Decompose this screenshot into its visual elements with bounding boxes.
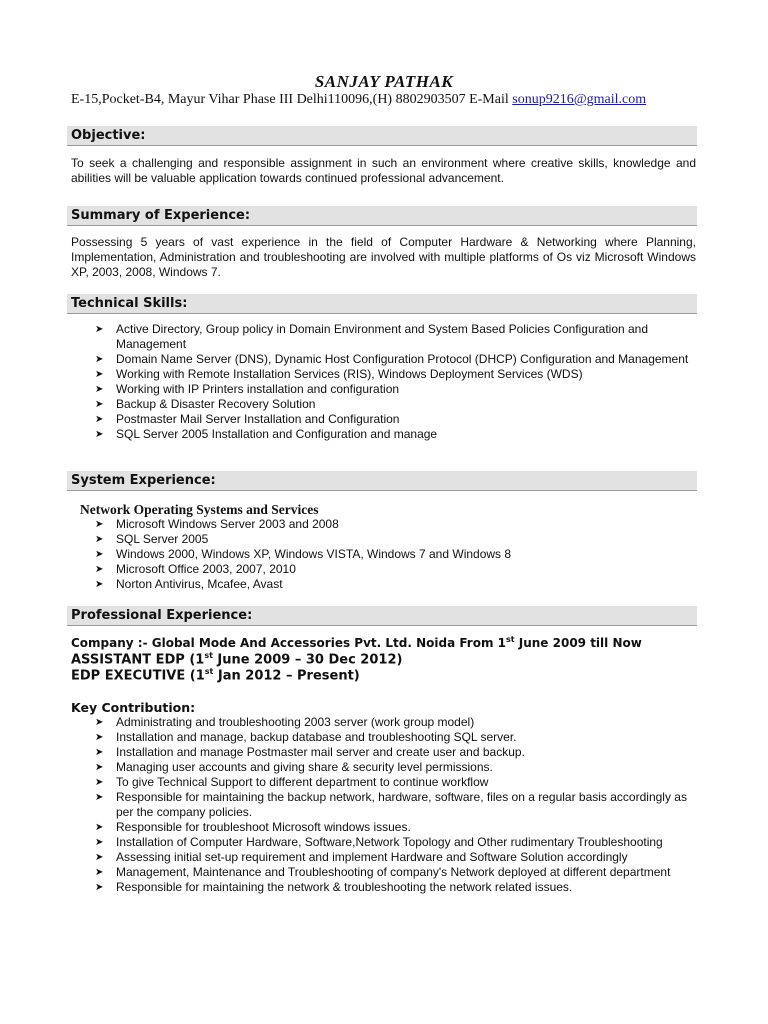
list-item	[95, 745, 700, 760]
system-experience-heading: System Experience:	[67, 471, 697, 491]
list-item-text: Responsible for troubleshoot Microsoft windows issues.	[116, 820, 411, 834]
list-item	[95, 397, 700, 412]
list-item	[95, 850, 700, 865]
arrow-bullet-icon: ➤	[95, 324, 104, 335]
arrow-bullet-icon: ➤	[95, 429, 104, 440]
list-item-text: Installation and manage Postmaster mail server and create user and backup.	[116, 745, 525, 759]
candidate-name: SANJAY PATHAK	[314, 72, 454, 91]
arrow-bullet-icon: ➤	[95, 354, 104, 365]
arrow-bullet-icon: ➤	[95, 369, 104, 380]
company-text: Company :- Global Mode And Accessories Pvt. Ltd. Noida From 1	[71, 636, 506, 650]
contact-line	[71, 92, 711, 108]
role-edp-executive	[71, 667, 360, 683]
list-item-text: Active Directory, Group policy in Domain Environment and System Based Policies Configuration and Management	[116, 322, 649, 351]
role2-text: EDP EXECUTIVE (1	[71, 668, 205, 684]
list-item-text: Microsoft Office 2003, 2007, 2010	[116, 562, 296, 576]
list-item-text: Norton Antivirus, Mcafee, Avast	[116, 577, 283, 591]
arrow-bullet-icon: ➤	[95, 519, 104, 530]
list-item	[95, 412, 700, 427]
company-date: June 2009 till Now	[514, 636, 642, 650]
list-item-text: Microsoft Windows Server 2003 and 2008	[116, 517, 339, 531]
arrow-bullet-icon: ➤	[95, 579, 104, 590]
arrow-bullet-icon: ➤	[95, 852, 104, 863]
objective-text: To seek a challenging and responsible assignment in such an environment where creative skills, knowledge and abilities will be valuable application towards continued professional advancement.	[71, 156, 696, 185]
role2-sup: st	[204, 667, 214, 676]
arrow-bullet-icon: ➤	[95, 549, 104, 560]
list-item-text: SQL Server 2005 Installation and Configuration and manage	[116, 427, 438, 441]
role1-date: June 2009 – 30 Dec 2012)	[212, 652, 403, 668]
list-item-text: Managing user accounts and giving share & security level permissions.	[116, 760, 493, 774]
contact-details: E-15,Pocket-B4, Mayur Vihar Phase III Delhi110096,(H) 8802903507 E-Mail	[71, 92, 513, 107]
company-line	[71, 635, 642, 650]
role1-sup: st	[204, 651, 213, 660]
summary-heading: Summary of Experience:	[67, 206, 697, 226]
objective-heading: Objective:	[67, 126, 697, 146]
list-item	[95, 820, 700, 835]
arrow-bullet-icon: ➤	[95, 717, 104, 728]
list-item	[95, 790, 700, 820]
arrow-bullet-icon: ➤	[95, 732, 104, 743]
list-item	[95, 880, 700, 895]
list-item	[95, 517, 700, 532]
arrow-bullet-icon: ➤	[95, 762, 104, 773]
list-item	[95, 322, 700, 352]
list-item	[95, 427, 700, 442]
list-item-text: Postmaster Mail Server Installation and Configuration	[116, 412, 400, 426]
list-item-text: Working with IP Printers installation and configuration	[116, 382, 400, 396]
list-item	[95, 382, 700, 397]
arrow-bullet-icon: ➤	[95, 414, 104, 425]
technical-skills-list	[95, 322, 700, 442]
list-item-text: Backup & Disaster Recovery Solution	[116, 397, 316, 411]
system-experience-subheading: Network Operating Systems and Services	[80, 502, 319, 517]
list-item	[95, 865, 700, 880]
professional-experience-heading: Professional Experience:	[67, 606, 697, 626]
list-item	[95, 352, 700, 367]
company-sup: st	[505, 635, 515, 644]
summary-text: Possessing 5 years of vast experience in the field of Computer Hardware & Networking where Planning, Implementation, Administration and troubleshooting are involved with multiple platforms of Os viz Microsoft Windows XP, 2003, 2008, Windows 7.	[71, 235, 696, 279]
system-experience-list	[95, 517, 700, 592]
list-item	[95, 835, 700, 850]
list-item	[95, 775, 700, 790]
arrow-bullet-icon: ➤	[95, 882, 104, 893]
list-item	[95, 760, 700, 775]
list-item-text: To give Technical Support to different department to continue workflow	[116, 775, 489, 789]
list-item-text: Working with Remote Installation Services (RIS), Windows Deployment Services (WDS)	[116, 367, 583, 381]
list-item-text: Administrating and troubleshooting 2003 server (work group model)	[116, 715, 475, 729]
role-assistant-edp	[71, 651, 402, 667]
technical-skills-heading: Technical Skills:	[67, 294, 697, 314]
arrow-bullet-icon: ➤	[95, 384, 104, 395]
list-item	[95, 532, 700, 547]
arrow-bullet-icon: ➤	[95, 777, 104, 788]
key-contribution-heading: Key Contribution:	[71, 700, 196, 715]
role2-date: Jan 2012 – Present)	[213, 668, 360, 684]
list-item-text: Management, Maintenance and Troubleshooting of company's Network deployed at different department	[116, 865, 671, 879]
list-item	[95, 715, 700, 730]
list-item	[95, 730, 700, 745]
arrow-bullet-icon: ➤	[95, 534, 104, 545]
arrow-bullet-icon: ➤	[95, 867, 104, 878]
list-item-text: Installation of Computer Hardware, Software,Network Topology and Other rudimentary Troubleshooting	[116, 835, 663, 849]
list-item	[95, 547, 700, 562]
key-contribution-list	[95, 715, 700, 895]
list-item-text: Domain Name Server (DNS), Dynamic Host Configuration Protocol (DHCP) Configuration and Management	[116, 352, 689, 366]
list-item	[95, 562, 700, 577]
arrow-bullet-icon: ➤	[95, 747, 104, 758]
list-item-text: Assessing initial set-up requirement and implement Hardware and Software Solution accordingly	[116, 850, 628, 864]
list-item	[95, 367, 700, 382]
list-item-text: Windows 2000, Windows XP, Windows VISTA, Windows 7 and Windows 8	[116, 547, 512, 561]
list-item	[95, 577, 700, 592]
list-item-text: Responsible for maintaining the network & troubleshooting the network related issues.	[116, 880, 573, 894]
arrow-bullet-icon: ➤	[95, 837, 104, 848]
arrow-bullet-icon: ➤	[95, 399, 104, 410]
role1-text: ASSISTANT EDP (1	[71, 652, 205, 668]
list-item-text: Installation and manage, backup database and troubleshooting SQL server.	[116, 730, 517, 744]
arrow-bullet-icon: ➤	[95, 792, 104, 803]
arrow-bullet-icon: ➤	[95, 564, 104, 575]
email-link[interactable]: sonup9216@gmail.com	[512, 92, 647, 107]
list-item-text: Responsible for maintaining the backup network, hardware, software, files on a regular basis accordingly as per the company policies.	[116, 790, 687, 819]
arrow-bullet-icon: ➤	[95, 822, 104, 833]
list-item-text: SQL Server 2005	[116, 532, 209, 546]
